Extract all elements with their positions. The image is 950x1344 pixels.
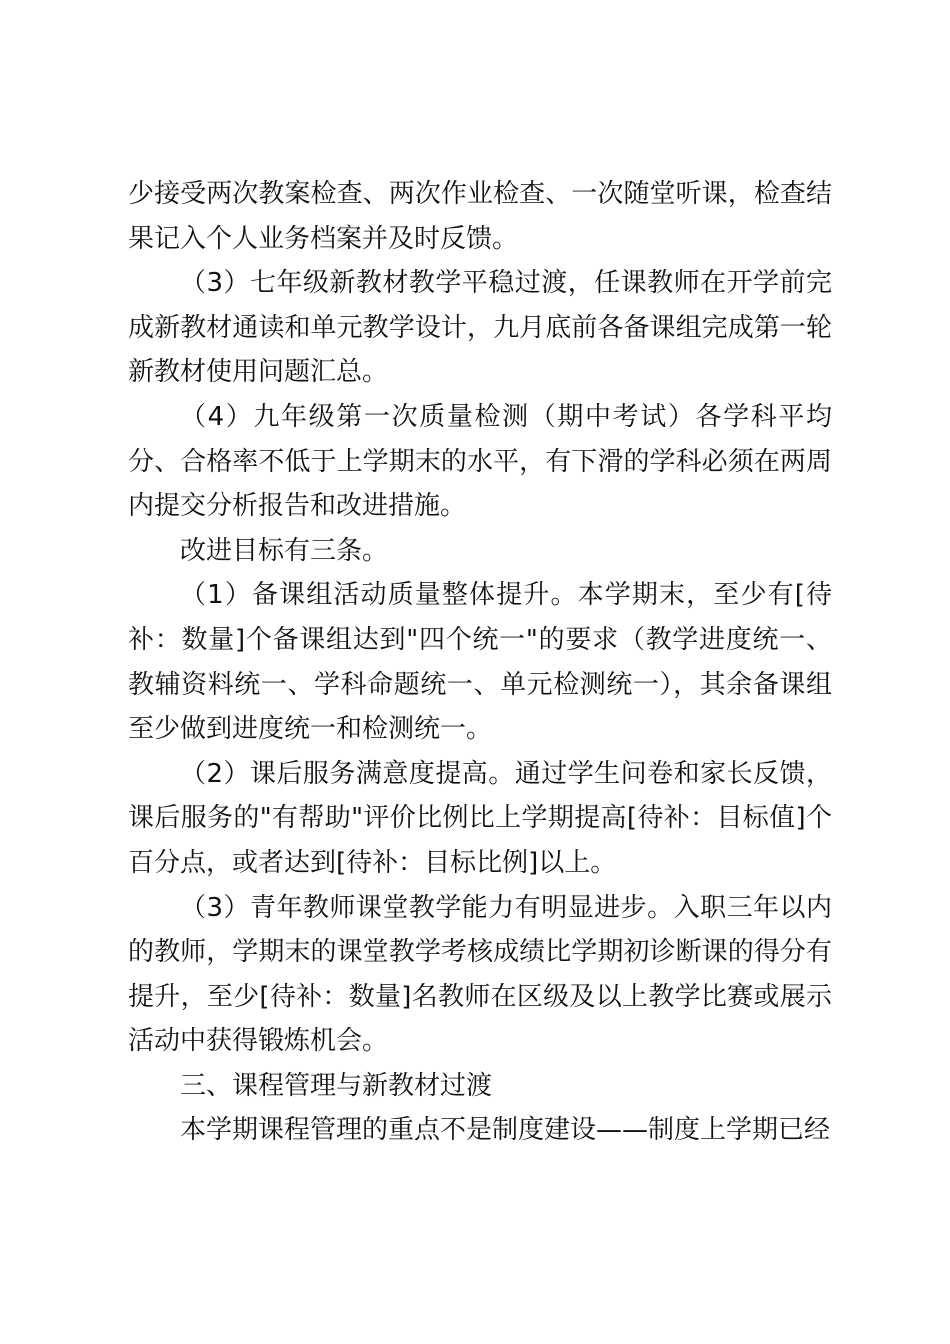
paragraph-goal-lesson-groups: （1）备课组活动质量整体提升。本学期末，至少有[待补：数量]个备课组达到"四个统一"的要求（教学进度统一、教辅资料统一、学科命题统一、单元检测统一），其余备课组至少做到进度统一和检测统一。 — [128, 580, 832, 745]
paragraph-improvement-goals-intro: 改进目标有三条。 — [180, 535, 389, 566]
paragraph-inspection-tail: 少接受两次教案检查、两次作业检查、一次随堂听课，检查结果记入个人业务档案并及时反馈。 — [128, 179, 832, 254]
paragraph-goal-young-teachers: （3）青年教师课堂教学能力有明显进步。入职三年以内的教师，学期末的课堂教学考核成绩比学期初诊断课的得分有提升，至少[待补：数量]名教师在区级及以上教学比赛或展示活动中获得锻炼机会。 — [128, 892, 832, 1057]
paragraph-grade7-transition: （3）七年级新教材教学平稳过渡，任课教师在开学前完成新教材通读和单元教学设计，九月底前各备课组完成第一轮新教材使用问题汇总。 — [128, 268, 832, 388]
paragraph-goal-after-school-service: （2）课后服务满意度提高。通过学生问卷和家长反馈，课后服务的"有帮助"评价比例比上学期提高[待补：目标值]个百分点，或者达到[待补：目标比例]以上。 — [128, 758, 832, 878]
paragraph-curriculum-intro: 本学期课程管理的重点不是制度建设——制度上学期已经 — [180, 1115, 831, 1146]
document-body — [128, 172, 832, 1153]
paragraph-grade9-quality-check: （4）九年级第一次质量检测（期中考试）各学科平均分、合格率不低于上学期末的水平，有下滑的学科必须在两周内提交分析报告和改进措施。 — [128, 401, 832, 522]
section-heading-curriculum: 三、课程管理与新教材过渡 — [180, 1070, 493, 1101]
